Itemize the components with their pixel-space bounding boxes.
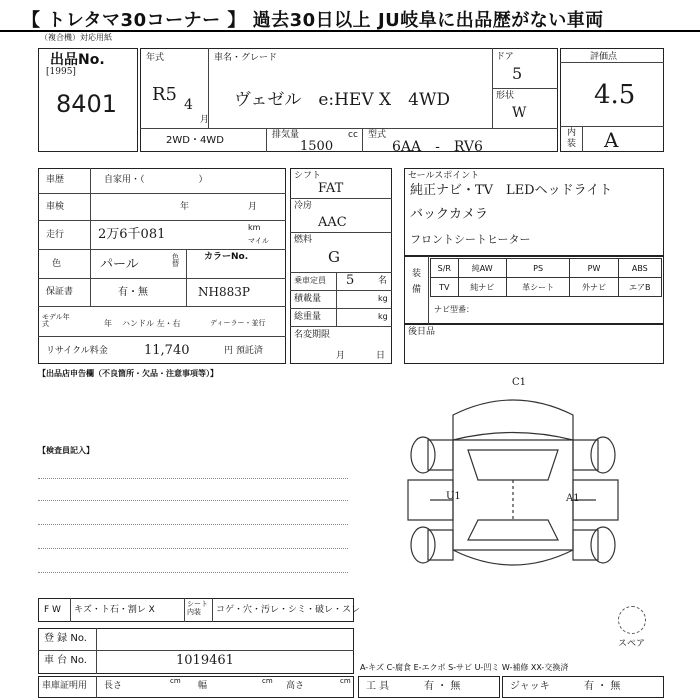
mileage-unit-km: km bbox=[248, 223, 261, 232]
year-month: 4 bbox=[184, 97, 193, 113]
fuel-label: 燃料 bbox=[294, 235, 313, 245]
displacement-label: 排気量 bbox=[272, 130, 300, 140]
color-code: NH883P bbox=[198, 285, 250, 299]
tools-value: 有 ・ 無 bbox=[424, 681, 461, 692]
interior-label-2: 装 bbox=[567, 139, 577, 149]
car-diagram bbox=[398, 377, 628, 590]
cert-length: 長さ bbox=[104, 681, 123, 691]
jack-label: ジャッキ bbox=[510, 681, 550, 692]
spare-tire-icon bbox=[618, 606, 646, 634]
namechange-label: 名変期限 bbox=[294, 330, 331, 340]
damage-left: U1 bbox=[446, 491, 461, 502]
equip-tv: TV bbox=[431, 278, 459, 297]
displacement-value: 1500 bbox=[300, 139, 334, 154]
equip-ps: PS bbox=[506, 259, 570, 278]
sales-line-3: フロントシートヒーター bbox=[410, 233, 531, 246]
recycle-unit: 円 預託済 bbox=[224, 346, 263, 356]
jack-value: 有 ・ 無 bbox=[584, 681, 621, 692]
notes-label: 【出品店申告欄（不良箇所・欠品・注意事項等）】 bbox=[38, 369, 218, 378]
later-label: 後日品 bbox=[408, 327, 436, 337]
door-value: 5 bbox=[512, 64, 523, 83]
capacity-unit: 名 bbox=[378, 276, 388, 286]
namechange-month: 月 bbox=[336, 351, 346, 361]
drive-text: 2WD・4WD bbox=[166, 135, 224, 146]
color-label: 色 bbox=[52, 259, 62, 269]
mileage-unit-mile: マイル bbox=[248, 237, 269, 245]
lot-small: [1995] bbox=[46, 67, 76, 77]
year-era: R5 bbox=[152, 84, 178, 105]
warranty-label: 保証書 bbox=[46, 287, 74, 297]
inspection-label: 車検 bbox=[46, 202, 65, 212]
damage-top: C1 bbox=[512, 377, 527, 388]
equip-alloy: 純AW bbox=[458, 259, 506, 278]
inspection-month: 月 bbox=[248, 202, 258, 212]
history-value: 自家用・（ ） bbox=[104, 175, 208, 185]
score-label: 評価点 bbox=[590, 52, 618, 62]
form-subtitle: （複合機）対応用紙 bbox=[40, 33, 112, 42]
equip-ext-navi: 外ナビ bbox=[570, 278, 618, 297]
fw-seat: シート内装 bbox=[187, 600, 208, 616]
cert-cm-1: cm bbox=[170, 677, 181, 685]
ac-label: 冷房 bbox=[294, 201, 313, 211]
chassis-value: 1019461 bbox=[176, 653, 234, 668]
interior-label-1: 内 bbox=[567, 128, 577, 138]
recycle-label: リサイクル料金 bbox=[46, 346, 108, 356]
circle-mark-alloy bbox=[477, 256, 503, 296]
warranty-value: 有・無 bbox=[118, 287, 148, 298]
fw-label: F W bbox=[44, 605, 61, 615]
shift-value: FAT bbox=[318, 181, 344, 196]
car-name: ヴェゼル e:HEV X 4WD bbox=[234, 90, 451, 110]
equipment-grid bbox=[430, 258, 662, 297]
cert-height: 高さ bbox=[286, 681, 305, 691]
legend: A-キズ C-腐食 E-エクボ S-サビ U-凹ミ W-補修 XX-交換済 bbox=[360, 663, 569, 672]
capacity-label: 乗車定員 bbox=[294, 276, 326, 285]
color-value: パール bbox=[100, 257, 139, 272]
equip-abs: ABS bbox=[618, 259, 661, 278]
navi-model-label: ナビ型番： bbox=[434, 305, 474, 314]
mileage-label: 走行 bbox=[46, 230, 65, 240]
sales-label: セールスポイント bbox=[408, 171, 480, 181]
equip-navi: 純ナビ bbox=[458, 278, 506, 297]
fw-seat-text: コゲ・穴・汚レ・シミ・破レ・スレ bbox=[216, 605, 361, 615]
capacity-value: 5 bbox=[346, 273, 355, 288]
shape-value: W bbox=[512, 105, 527, 121]
weight-label: 総重量 bbox=[294, 312, 322, 322]
door-label: ドア bbox=[496, 52, 514, 62]
equip-leather: 革シート bbox=[506, 278, 570, 297]
equipment-label-2: 備 bbox=[412, 285, 422, 295]
car-label: 車名・グレード bbox=[214, 53, 278, 63]
modelyear-label: モデル年式 bbox=[42, 313, 70, 328]
score-value: 4.5 bbox=[594, 80, 636, 110]
model-value: 6AA - RV6 bbox=[392, 139, 483, 155]
shift-label: シフト bbox=[294, 171, 322, 181]
model-label: 型式 bbox=[368, 130, 387, 140]
weight-unit: kg bbox=[378, 312, 388, 321]
modelyear-dealer: ディーラー・並行 bbox=[210, 319, 266, 327]
shape-label: 形状 bbox=[496, 91, 515, 101]
color-change-label: 色替 bbox=[172, 253, 179, 268]
namechange-day: 日 bbox=[376, 351, 386, 361]
modelyear-handle: ハンドル 左・右 bbox=[122, 319, 181, 328]
load-label: 積載量 bbox=[294, 294, 322, 304]
inspector-label: 【検査員記入】 bbox=[38, 446, 94, 455]
registration-label: 登 録 No. bbox=[44, 633, 87, 644]
equip-sr: S/R bbox=[431, 259, 459, 278]
color-code-label: カラーNo. bbox=[204, 252, 249, 262]
fuel-value: G bbox=[328, 248, 340, 266]
interior-value: A bbox=[604, 128, 619, 152]
fw-text: キズ・ト石・割レ X bbox=[74, 605, 155, 615]
cert-cm-3: cm bbox=[340, 677, 351, 685]
ac-value: AAC bbox=[318, 215, 347, 230]
modelyear-year: 年 bbox=[104, 319, 112, 328]
load-unit: kg bbox=[378, 294, 388, 303]
displacement-unit: cc bbox=[348, 130, 358, 140]
later-box bbox=[404, 324, 664, 364]
lot-number: 8401 bbox=[56, 90, 118, 118]
damage-right: A1 bbox=[566, 493, 580, 504]
spec-table bbox=[38, 168, 286, 364]
equip-airbag: エアB bbox=[618, 278, 661, 297]
year-label: 年式 bbox=[146, 53, 165, 63]
recycle-value: 11,740 bbox=[144, 343, 190, 358]
cert-cm-2: cm bbox=[262, 677, 273, 685]
lot-label: 出品No. bbox=[50, 52, 105, 68]
cert-width: 幅 bbox=[198, 681, 208, 691]
mileage-value: 2万6千081 bbox=[98, 227, 166, 242]
spare-label: スペア bbox=[618, 639, 646, 649]
tools-label: 工 具 bbox=[366, 681, 390, 692]
header-banner: 【 トレタマ30コーナー 】 過去30日以上 JU岐阜に出品歴がない車両 bbox=[0, 0, 700, 32]
chassis-label: 車 台 No. bbox=[44, 655, 87, 666]
inspection-year: 年 bbox=[180, 202, 190, 212]
sales-line-1: 純正ナビ・TV LEDヘッドライト bbox=[410, 183, 613, 198]
history-label: 車歴 bbox=[46, 175, 65, 185]
equip-pw: PW bbox=[570, 259, 618, 278]
sales-line-2: バックカメラ bbox=[410, 207, 489, 222]
cert-label: 車庫証明用 bbox=[42, 681, 88, 691]
equipment-label-1: 装 bbox=[412, 269, 422, 279]
year-month-unit: 月 bbox=[200, 115, 210, 125]
